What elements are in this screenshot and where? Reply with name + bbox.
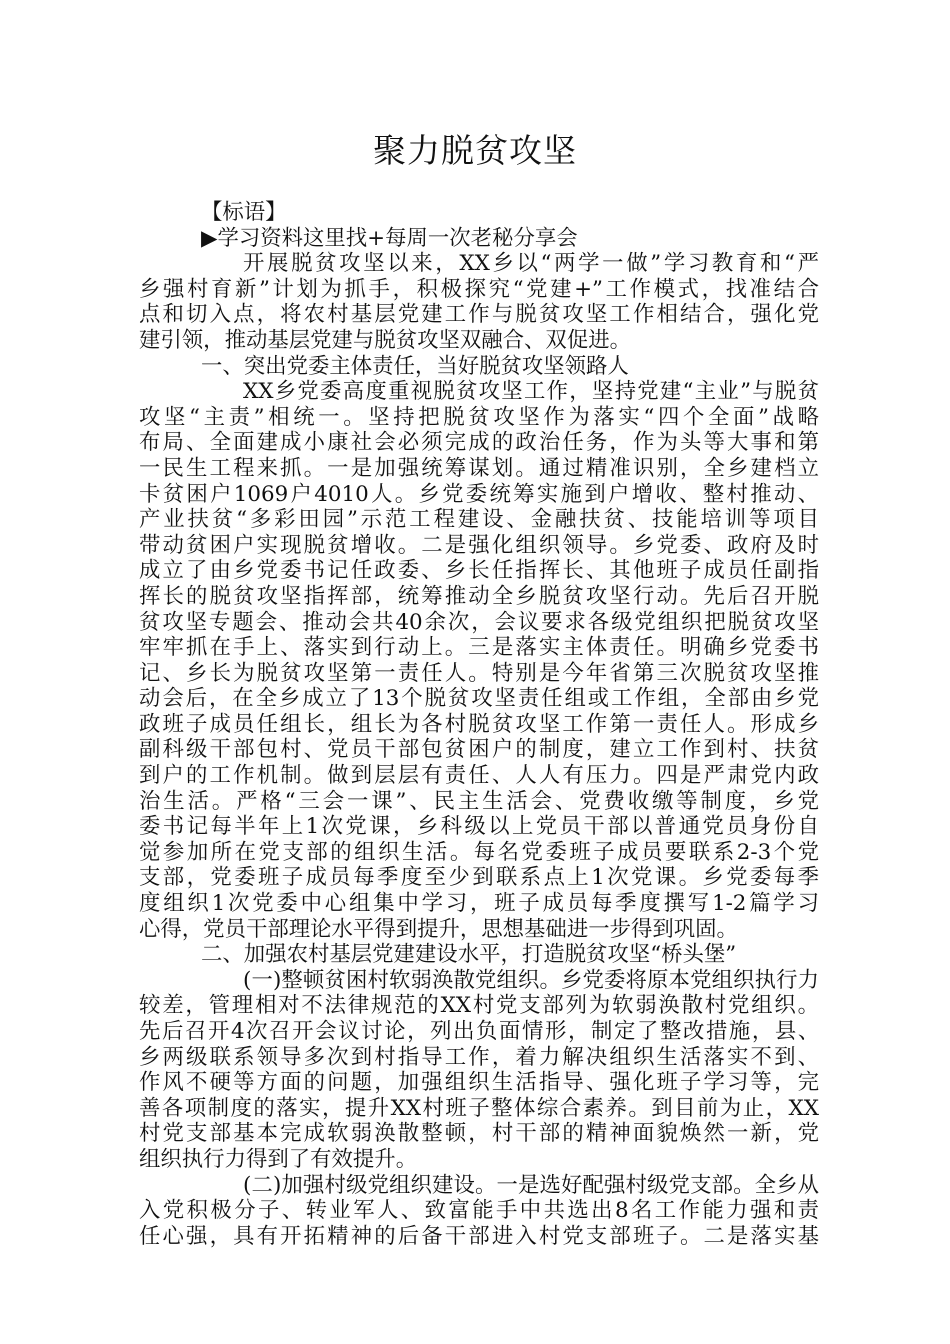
paragraph-line: 产业扶贫“多彩田园”示范工程建设、金融扶贫、技能培训等项目 (139, 507, 819, 533)
paragraph-line: 带动贫困户实现脱贫增收。二是强化组织领导。乡党委、政府及时 (139, 532, 819, 558)
paragraph-line: 到户的工作机制。做到层层有责任、人人有压力。四是严肃党内政 (139, 763, 819, 789)
paragraph-line: 入党积极分子、转业军人、致富能手中共选出8名工作能力强和责 (139, 1198, 819, 1224)
paragraph-line: 贫攻坚专题会、推动会共40余次，会议要求各级党组织把脱贫攻坚 (139, 609, 819, 635)
paragraph-line: 副科级干部包村、党员干部包贫困户的制度，建立工作到村、扶贫 (139, 737, 819, 763)
paragraph-line: 组织执行力得到了有效提升。 (139, 1146, 418, 1172)
paragraph-line: 记、乡长为脱贫攻坚第一责任人。特别是今年省第三次脱贫攻坚推 (139, 660, 819, 686)
paragraph-line: 作风不硬等方面的问题，加强组织生活指导、强化班子学习等，完 (139, 1070, 819, 1096)
paragraph-line: 治生活。严格“三会一课”、民主生活会、党费收缴等制度，乡党 (139, 788, 819, 814)
paragraph-line: 心得，党员干部理论水平得到提升，思想基础进一步得到巩固。 (139, 916, 738, 942)
paragraph-line: 点和切入点，将农村基层党建工作与脱贫攻坚工作相结合，强化党 (139, 302, 819, 328)
paragraph-line: 乡强村育新”计划为抓手，积极探究“党建+”工作模式，找准结合 (139, 276, 819, 302)
document-title: 聚力脱贫攻坚 (373, 131, 577, 170)
paragraph-line: 任心强，具有开拓精神的后备干部进入村党支部班子。二是落实基 (139, 1223, 819, 1249)
paragraph-line: 较差，管理相对不法律规范的XX村党支部列为软弱涣散村党组织。 (139, 993, 819, 1019)
paragraph-line: 一民生工程来抓。一是加强统筹谋划。通过精准识别，全乡建档立 (139, 455, 819, 481)
paragraph-line: 乡两级联系领导多次到村指导工作，着力解决组织生活落实不到、 (139, 1044, 819, 1070)
paragraph-line: 成立了由乡党委书记任政委、乡长任指挥长、其他班子成员任副指 (139, 558, 819, 584)
paragraph-line: 布局、全面建成小康社会必须完成的政治任务，作为头等大事和第 (139, 430, 819, 456)
document-body (139, 200, 819, 1249)
paragraph-line: 建引领，推动基层党建与脱贫攻坚双融合、双促进。 (139, 327, 631, 353)
paragraph-line: 先后召开4次召开会议讨论，列出负面情形，制定了整改措施，县、 (139, 1019, 819, 1044)
section-heading-2: 二、加强农村基层党建建设水平，打造脱贫攻坚“桥头堡” (201, 942, 737, 968)
paragraph-line: 支部，党委班子成员每季度至少到联系点上1次党课。乡党委每季 (139, 865, 819, 891)
paragraph-line: 动会后，在全乡成立了13个脱贫攻坚责任组或工作组，全部由乡党 (139, 686, 819, 712)
paragraph-line: 觉参加所在党支部的组织生活。每名党委班子成员要联系2-3个党 (139, 839, 819, 865)
paragraph-line: (二)加强村级党组织建设。一是选好配强村级党支部。全乡从 (243, 1172, 819, 1198)
paragraph-line: 攻坚“主责”相统一。坚持把脱贫攻坚作为落实“四个全面”战略 (139, 404, 819, 430)
paragraph-line: 牢牢抓在手上、落实到行动上。三是落实主体责任。明确乡党委书 (139, 635, 819, 661)
study-link-text[interactable]: ▶学习资料这里找+每周一次老秘分享会 (201, 225, 578, 251)
paragraph-line: 卡贫困户1069户4010人。乡党委统筹实施到户增收、整村推动、 (139, 481, 819, 507)
paragraph-line: 度组织1次党委中心组集中学习，班子成员每季度撰写1-2篇学习 (139, 891, 819, 917)
section-heading-1: 一、突出党委主体责任，当好脱贫攻坚领路人 (201, 353, 629, 379)
tag-heading: 【标语】 (201, 200, 287, 225)
paragraph-line: 政班子成员任组长，组长为各村脱贫攻坚工作第一责任人。形成乡 (139, 711, 819, 737)
paragraph-line: XX乡党委高度重视脱贫攻坚工作，坚持党建“主业”与脱贫 (243, 379, 819, 405)
paragraph-line: 村党支部基本完成软弱涣散整顿，村干部的精神面貌焕然一新，党 (139, 1121, 819, 1147)
paragraph-line: 挥长的脱贫攻坚指挥部，统筹推动全乡脱贫攻坚行动。先后召开脱 (139, 583, 819, 609)
paragraph-line: 委书记每半年上1次党课，乡科级以上党员干部以普通党员身份自 (139, 814, 819, 840)
paragraph-line: 善各项制度的落实，提升XX村班子整体综合素养。到目前为止，XX (139, 1095, 819, 1121)
paragraph-line: (一)整顿贫困村软弱涣散党组织。乡党委将原本党组织执行力 (243, 967, 819, 993)
paragraph-line: 开展脱贫攻坚以来，XX乡以“两学一做”学习教育和“严 (243, 251, 819, 277)
